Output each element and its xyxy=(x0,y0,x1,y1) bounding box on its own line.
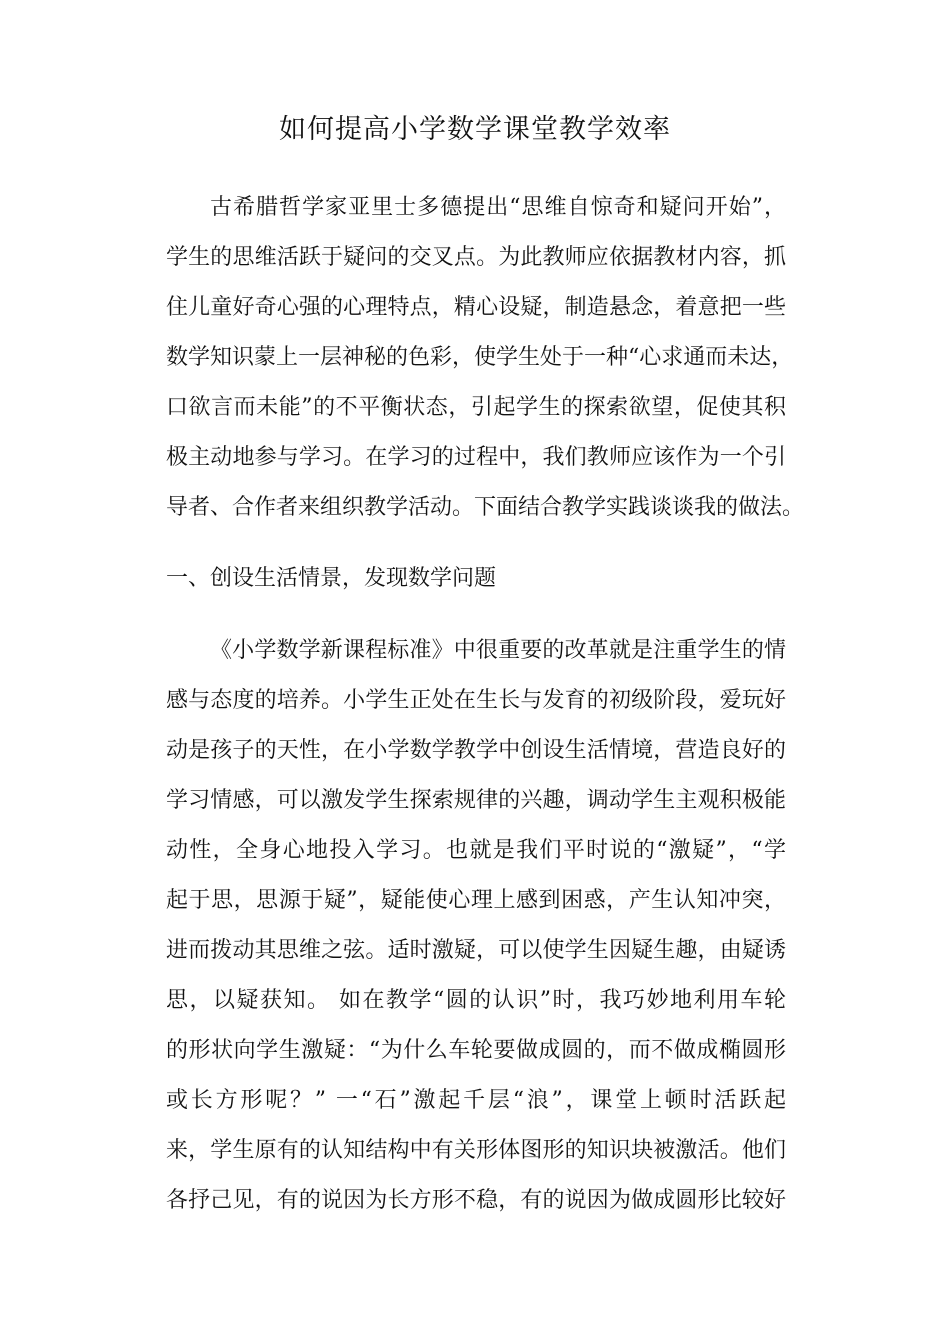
paragraph-1-line: 导者、合作者来组织教学活动。下面结合教学实践谈谈我的做法。 xyxy=(166,495,805,520)
paragraph-2-line: 动性，全身心地投入学习。也就是我们平时说的“激疑”，“学 xyxy=(166,838,786,863)
paragraph-2-line: 学习情感，可以激发学生探索规律的兴趣，调动学生主观积极能 xyxy=(166,788,786,813)
document-title: 如何提高小学数学课堂教学效率 xyxy=(279,114,671,145)
paragraph-2-line: 感与态度的培养。小学生正处在生长与发育的初级阶段，爱玩好 xyxy=(166,688,786,713)
paragraph-1-line: 古希腊哲学家亚里士多德提出“思维自惊奇和疑问开始”， xyxy=(210,195,786,220)
paragraph-2-line: 思，以疑获知。 如在教学“圆的认识”时，我巧妙地利用车轮 xyxy=(166,988,786,1013)
paragraph-2-line: 动是孩子的天性，在小学数学教学中创设生活情境，营造良好的 xyxy=(166,738,786,763)
section-1-heading: 一、创设生活情景，发现数学问题 xyxy=(166,566,497,591)
paragraph-2-line: 《小学数学新课程标准》中很重要的改革就是注重学生的情 xyxy=(210,638,786,663)
paragraph-1-line: 数学知识蒙上一层神秘的色彩，使学生处于一种“心求通而未达， xyxy=(166,345,794,370)
paragraph-2-line: 的形状向学生激疑：“为什么车轮要做成圆的，而不做成椭圆形 xyxy=(166,1038,786,1063)
paragraph-1-line: 住儿童好奇心强的心理特点，精心设疑，制造悬念，着意把一些 xyxy=(166,295,786,320)
paragraph-2-line: 进而拨动其思维之弦。适时激疑，可以使学生因疑生趣，由疑诱 xyxy=(166,938,786,963)
paragraph-1-line: 极主动地参与学习。在学习的过程中，我们教师应该作为一个引 xyxy=(166,445,786,470)
paragraph-1-line: 学生的思维活跃于疑问的交叉点。为此教师应依据教材内容，抓 xyxy=(166,245,786,270)
paragraph-1-line: 口欲言而未能”的不平衡状态，引起学生的探索欲望，促使其积 xyxy=(166,395,786,420)
paragraph-2-line: 或长方形呢？” 一“石”激起千层“浪”，课堂上顿时活跃起 xyxy=(166,1088,786,1113)
paragraph-2-line: 起于思，思源于疑”，疑能使心理上感到困惑，产生认知冲突， xyxy=(166,888,786,913)
paragraph-2-line: 各抒己见，有的说因为长方形不稳，有的说因为做成圆形比较好 xyxy=(166,1188,786,1213)
paragraph-2-line: 来，学生原有的认知结构中有关形体图形的知识块被激活。他们 xyxy=(166,1138,786,1163)
